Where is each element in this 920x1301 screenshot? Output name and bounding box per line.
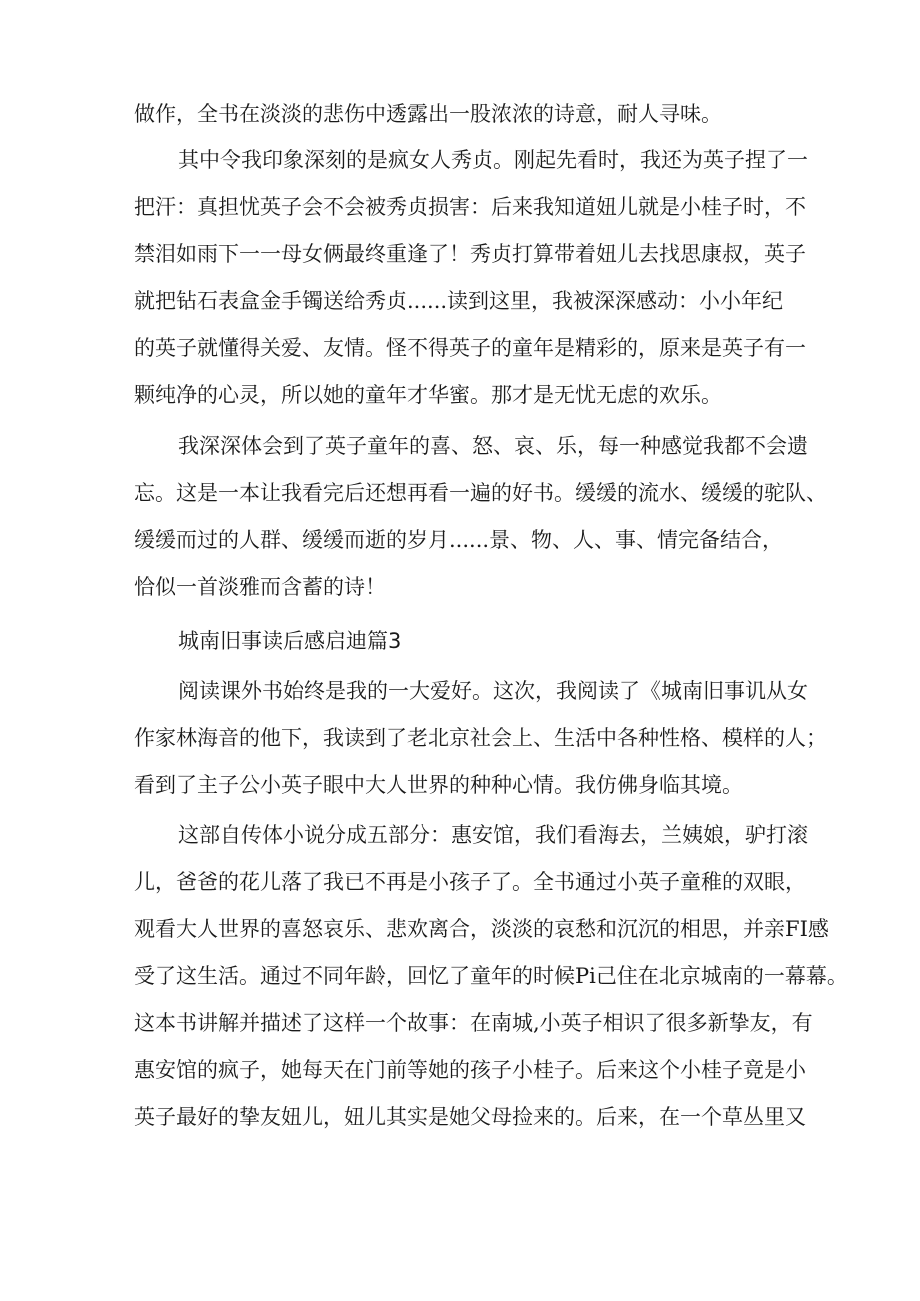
paragraph-start-line: 这部自传体小说分成五部分：惠安馆，我们看海去，兰姨娘，驴打滚 bbox=[178, 823, 808, 847]
text-line: 禁泪如雨下一一母女俩最终重逢了！秀贞打算带着妞儿去找思康叔，英子 bbox=[134, 242, 806, 266]
text-line: 作家林海音的他下，我读到了老北京社会上、生活中各种性格、模样的人； bbox=[134, 726, 827, 750]
paragraph-start-line: 我深深体会到了英子童年的喜、怒、哀、乐，每一种感觉我都不会遗 bbox=[178, 434, 808, 458]
text-line: 颗纯净的心灵，所以她的童年才华蜜。那才是无忧无虑的欢乐。 bbox=[134, 383, 722, 407]
paragraph-start-line: 其中令我印象深刻的是疯女人秀贞。刚起先看时，我还为英子捏了一 bbox=[178, 148, 808, 172]
text-line: 忘。这是一本让我看完后还想再看一遍的好书。缓缓的流水、缓缓的驼队、 bbox=[134, 481, 827, 505]
text-line: 儿，爸爸的花儿落了我已不再是小孩子了。全书通过小英子童稚的双眼， bbox=[134, 870, 806, 894]
text-line: 恰似一首淡雅而含蓄的诗！ bbox=[134, 575, 386, 599]
text-line: 这本书讲解并描述了这样一个故事：在南城,小英子相识了很多新挚友，有 bbox=[134, 1011, 813, 1035]
text-line: 把汗：真担忧英子会不会被秀贞损害：后来我知道妞儿就是小桂子时，不 bbox=[134, 195, 806, 219]
text-line: 看到了主子公小英子眼中大人世界的种种心情。我仿佛身临其境。 bbox=[134, 773, 743, 797]
text-line: 做作，全书在淡淡的悲伤中透露出一股浓浓的诗意，耐人寻味。 bbox=[134, 102, 722, 126]
text-line: 缓缓而过的人群、缓缓而逝的岁月......景、物、人、事、情完备结合， bbox=[134, 528, 784, 552]
text-line: 惠安馆的疯子，她每天在门前等她的孩子小桂子。后来这个小桂子竟是小 bbox=[134, 1058, 806, 1082]
text-line: 就把钻石表盒金手镯送给秀贞......读到这里，我被深深感动：小小年纪 bbox=[134, 289, 784, 313]
text-line: 受了这生活。通过不同年龄，回忆了童年的时候Pi己住在北京城南的一幕幕。 bbox=[134, 964, 848, 988]
text-line: 的英子就懂得关爱、友情。怪不得英子的童年是精彩的，原来是英子有一 bbox=[134, 336, 806, 360]
section-heading: 城南旧事读后感启迪篇3 bbox=[178, 629, 402, 653]
text-line: 英子最好的挚友妞儿，妞儿其实是她父母捡来的。后来，在一个草丛里又 bbox=[134, 1105, 806, 1129]
text-line: 观看大人世界的喜怒哀乐、悲欢离合，淡淡的哀愁和沉沉的相思，并亲FI感 bbox=[134, 917, 829, 941]
paragraph-start-line: 阅读课外书始终是我的一大爱好。这次，我阅读了《城南旧事讥从女 bbox=[178, 679, 808, 703]
